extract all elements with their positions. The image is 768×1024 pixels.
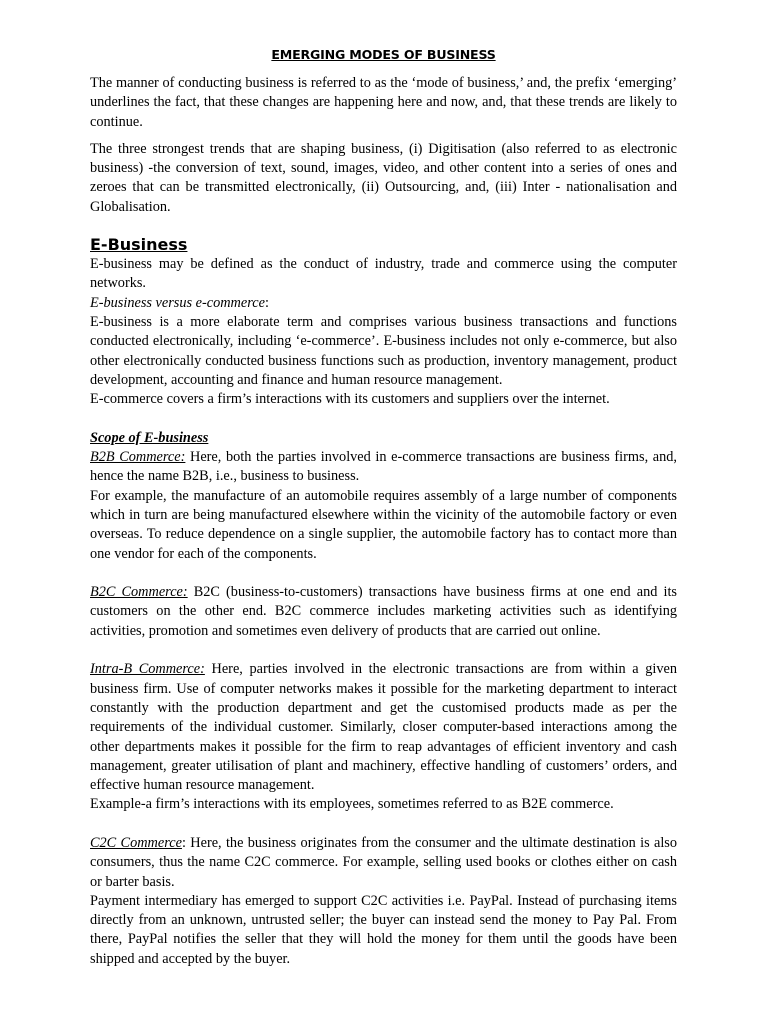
c2c-text: : Here, the business originates from the consumer and the ultimate destination is also consumers, thus the name C2C commerce. For example, selling used books or clothes either on cash or barter basis. <box>90 834 678 890</box>
c2c-label: C2C Commerce <box>90 834 182 851</box>
c2c-paypal-paragraph: Payment intermediary has emerged to support C2C activities i.e. PayPal. Instead of purchasing items directly from an unknown, untrusted seller; the buyer can instead send the money to Pay Pal. From there, PayPal notifies the seller that they will hold the money for them until the goods have been shipped and accepted by the buyer. <box>90 892 677 967</box>
ebusiness-versus-paragraph-1: E-business is a more elaborate term and comprises various business transactions and functions conducted electronically, including ‘e-commerce’. E-business includes not only e-commerce, but also other electronically conducted business functions such as production, inventory management, product development, accounting and finance and human resource management. <box>90 313 677 388</box>
scope-heading-line <box>90 429 677 448</box>
ebusiness-versus-label: E-business versus e-commerce <box>90 294 265 311</box>
c2c-paragraph <box>90 834 677 892</box>
b2c-text: B2C (business-to-customers) transactions have business firms at one end and its customers on the other end. B2C commerce includes marketing activities such as identifying activities, promotion and sometimes even delivery of products that are carried out online. <box>90 584 677 639</box>
spacer <box>90 815 677 834</box>
ebusiness-definition: E-business may be defined as the conduct of industry, trade and commerce using the computer networks. <box>90 256 677 292</box>
scope-heading: Scope of E-business <box>90 429 209 446</box>
b2c-paragraph <box>90 583 677 641</box>
spacer <box>90 409 677 428</box>
ebusiness-versus-line <box>90 294 677 313</box>
intrab-text: Here, parties involved in the electronic transactions are from within a given business firm. Use of computer networks makes it possible for the marketing department to interact constantly with the production department and get the customised products made as per the requirements of the individual customer. Similarly, closer computer-based interactions among the other departments makes it possible for the firm to reap advantages of efficient inventory and cash management, greater utilisation of plant and machinery, effective handling of customers’ orders, and effective human resource management. <box>90 661 677 794</box>
spacer <box>90 564 677 583</box>
spacer <box>90 641 677 660</box>
intrab-example: Example-a firm’s interactions with its employees, sometimes referred to as B2E commerce. <box>90 796 614 813</box>
document-title: EMERGING MODES OF BUSINESS <box>271 47 496 62</box>
b2b-paragraph <box>90 448 677 487</box>
intro-paragraph-2: The three strongest trends that are shaping business, (i) Digitisation (also referred to as electronic business) -the conversion of text, sound, images, video, and other content into a series of ones and zeroes that can be transmitted electronically, (ii) Outsourcing, and, (iii) Inter - nationalisation and Globalisation. <box>90 140 677 215</box>
b2b-text: Here, both the parties involved in e-commerce transactions are business firms, and, hence the name B2B, i.e., business to business. <box>90 449 677 485</box>
ebusiness-versus-paragraph-2: E-commerce covers a firm’s interactions with its customers and suppliers over the internet. <box>90 391 610 408</box>
b2c-label: B2C Commerce: <box>90 584 188 601</box>
b2b-example: For example, the manufacture of an automobile requires assembly of a large number of components which in turn are being manufactured elsewhere within the vicinity of the automobile factory or even overseas. To reduce dependence on a single supplier, the automobile factory has to contact more than one vendor for each of the components. <box>90 487 677 562</box>
intro-paragraph-1: The manner of conducting business is referred to as the ‘mode of business,’ and, the prefix ‘emerging’ underlines the fact, that these changes are happening here and now, and, that these trends are likely to continue. <box>90 75 677 130</box>
intrab-paragraph <box>90 660 677 795</box>
ebusiness-heading: E-Business <box>90 235 188 255</box>
document-page <box>90 46 677 969</box>
intrab-label: Intra-B Commerce: <box>90 661 205 678</box>
b2b-label: B2B Commerce: <box>90 449 186 466</box>
ebusiness-versus-colon: : <box>264 294 269 311</box>
